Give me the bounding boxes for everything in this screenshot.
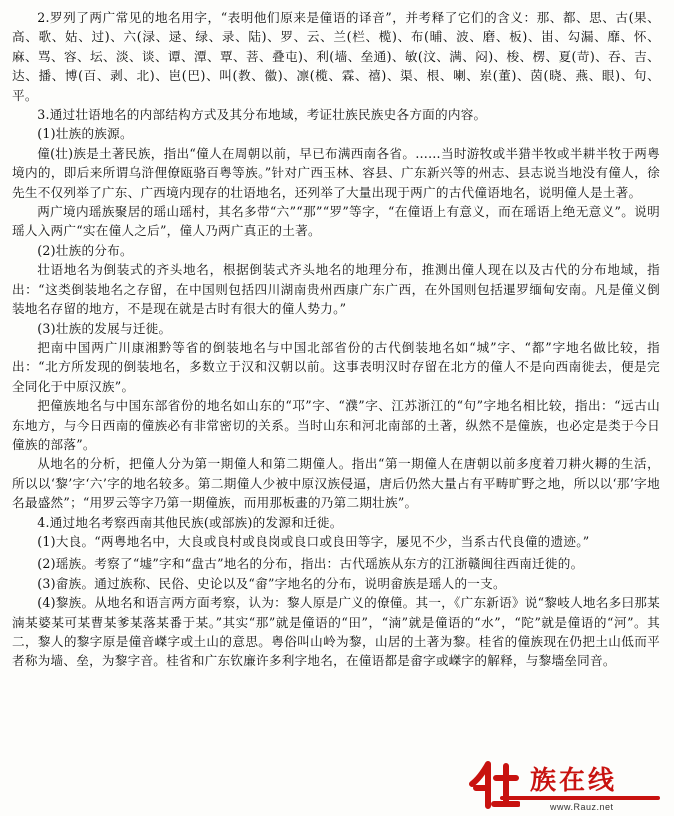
paragraph: (2)瑶族。考察了“墟”字和“盘古”地名的分布，指出：古代瑶族从东方的江浙赣闽往西南迁徙的。 bbox=[37, 556, 584, 572]
paragraph: 3.通过壮语地名的内部结构方式及其分布地域，考证壮族民族史各方面的内容。 bbox=[37, 107, 487, 123]
paragraph: (3)畲族。通过族称、民俗、史论以及“畲”字地名的分布，说明畲族是瑶人的一支。 bbox=[37, 575, 506, 591]
paragraph: (3)壮族的发展与迁徙。 bbox=[37, 320, 172, 336]
paragraph: (4)黎族。从地名和语言两方面考察，认为：黎人原是广义的僚僮。其一，《广东新语》说“黎岐人地名多曰那某湳某婆某可某曹某爹某落某番于某。”其实“那”就是僮语的“田”，“湳”就是僮语的“水”，“陀”就是僮语的“河”。其二，黎人的黎字原是僮音嵥字或土山的意思。粤俗叫山岭为黎，山居的土著为黎。桂省的僮族现在仍把土山低而平者称为墙、垒，为黎字音。桂省和广东钦廉许多利字地名，在僮语都是畲字或嵥字的解释，与黎墻垒同音。 bbox=[12, 595, 660, 669]
site-watermark bbox=[466, 758, 666, 812]
paragraph: 2.罗列了两广常见的地名用字，“表明他们原来是僮语的译音”，并考释了它们的含义：那、都、思、古(果、高、歌、姑、过)、六(渌、逯、绿、录、陆)、罗、云、兰(栏、榄)、布(晡、波、磨、板)、峀、勾漏、靡、怀、麻、骂、容、坛、淡、谈、谭、潭、覃、菩、叠屯)、利(墙、垒通)、敏(汶、满、闷)、梭、楞、夏(苛)、吞、吉、达、播、博(百、剥、北)、岜(巴)、叫(教、徽)、凛(榄、霖、禧)、渠、根、喇、岽(董)、茵(晓、燕、眼)、句、平。 bbox=[12, 10, 660, 103]
watermark-url: www.Rauz.net bbox=[550, 802, 614, 812]
paragraph: 僮(壮)族是土著民族，指出“僮人在周朝以前，早已布满西南各省。……当时游牧或半猎半牧或半耕半牧于两粤境内的，即后来所谓乌浒俚僚瓯骆百粤等族。”针对广西玉林、容县、广东新兴等的州志、县志说当地没有僮人，徐先生不仅列举了广东、广西境内现存的壮语地名，还列举了大量出现于两广的古代僮语地名，说明僮人是土著。 bbox=[12, 145, 660, 200]
document-body bbox=[12, 6, 660, 671]
paragraph: (1)壮族的族源。 bbox=[37, 126, 133, 142]
watermark-title: 族在线 bbox=[530, 766, 618, 796]
paragraph: (2)壮族的分布。 bbox=[37, 242, 133, 258]
paragraph: 壮语地名为倒装式的齐头地名，根据倒装式齐头地名的地理分布，推测出僮人现在以及古代的分布地域，指出：“这类倒装地名之存留，在中国则包括四川湖南贵州西康广东广西，在外国则包括暹罗缅甸安南。凡是僮义倒装地名存留的地方，不是现在就是古时有很大的僮人势力。” bbox=[12, 262, 660, 317]
paragraph: (1)大良。“两粤地名中，大良或良村或良岗或良口或良田等字，屡见不少，当系古代良僮的遗迹。” bbox=[37, 533, 590, 549]
watermark-logo-icon bbox=[466, 758, 520, 812]
paragraph: 把南中国两广川康湘黔等省的倒装地名与中国北部省份的古代倒装地名如“城”字、“都”字地名做比较，指出：“北方所发现的倒装地名，多数立于汉和汉朝以前。这事表明汉时存留在北方的僮人不是向西南徙去，便是完全同化于中原汉族”。 bbox=[12, 339, 660, 394]
paragraph: 4.通过地名考察西南其他民族(或部族)的发源和迁徙。 bbox=[37, 514, 343, 530]
paragraph: 两广境内瑶族聚居的瑶山瑶村，其名多带“六”“那”“罗”等字，“在僮语上有意义，而在瑶语上绝无意义”。说明瑶人入两广“实在僮人之后”，僮人乃两广真正的土著。 bbox=[12, 204, 660, 239]
paragraph: 从地名的分析，把僮人分为第一期僮人和第二期僮人。指出“第一期僮人在唐朝以前多度着刀耕火耨的生活，所以以‘黎’字‘六’字的地名较多。第二期僮人少被中原汉族侵逼，唐后仍然大量占有平畴旷野之地，所以以‘那’字地名最盛然”；“用罗云等字乃第一期僮族，而用那板畫的乃第二期壮族”。 bbox=[12, 456, 660, 511]
paragraph: 把僮族地名与中国东部省份的地名如山东的“邛”字、“濮”字、江苏浙江的“句”字地名相比较，指出：“远古山东地方，与今日西南的僮族必有非常密切的关系。当时山东和河北南部的土著，纵然不是僮族，也必定是类于今日僮族的部落”。 bbox=[12, 398, 660, 452]
